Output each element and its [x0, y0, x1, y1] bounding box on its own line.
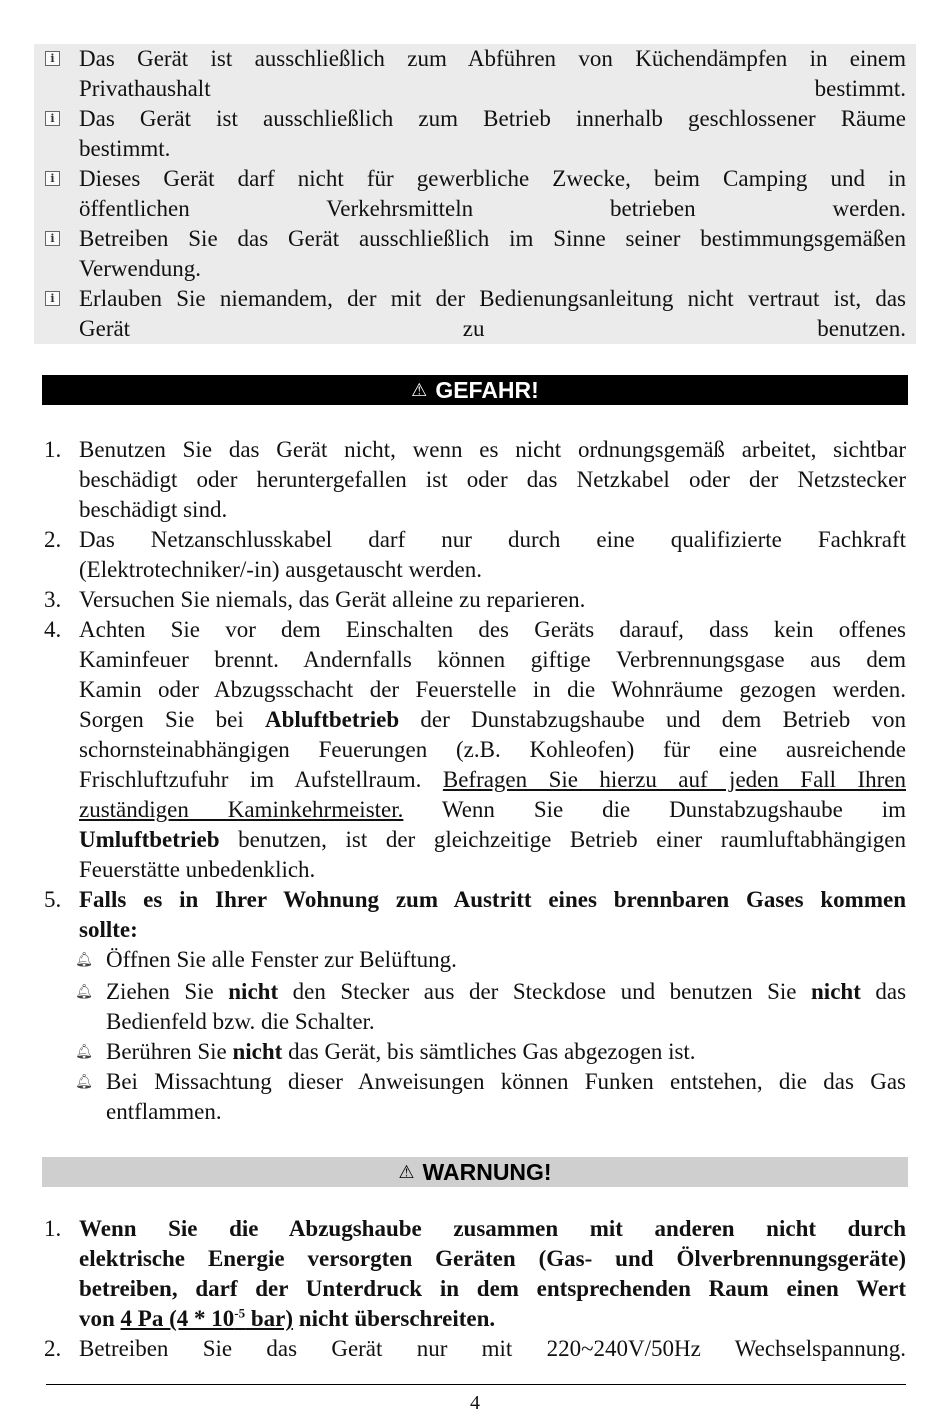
text-line: Wenn Sie die Abzugshaube zusammen mit anderen nicht durch [79, 1216, 906, 1241]
text-line: beschädigt sind. [79, 497, 228, 522]
info-icon: i [45, 111, 60, 126]
text-line: Kaminfeuer brennt. Andernfalls können giftige Verbrennungsgase aus dem [79, 647, 906, 672]
text-line: Das Netzanschlusskabel darf nur durch eine qualifizierte Fachkraft [79, 527, 906, 552]
text-run: Frischluftzufuhr im Aufstellraum. [79, 767, 422, 792]
bell-icon: 🔔︎ [75, 952, 93, 968]
bold-term: nicht [228, 979, 279, 1004]
text-line: Erlauben Sie niemandem, der mit der Bedienungsanleitung nicht vertraut ist, das [79, 286, 906, 311]
warning-item [79, 1214, 906, 1334]
text-line: Kamin oder Abzugsschacht der Feuerstelle in die Wohnräume gezogen werden. [79, 677, 906, 702]
list-number: 1. [44, 1216, 62, 1241]
text-line: Gerät zu benutzen. [79, 316, 906, 341]
bold-term: nicht [232, 1039, 283, 1064]
list-number: 1. [44, 437, 62, 462]
bold-term: Umluftbetrieb [79, 827, 220, 852]
text-line [79, 1304, 906, 1334]
underlined-text: Befragen Sie hierzu auf jeden Fall Ihren [442, 767, 907, 792]
warning-item [79, 1334, 906, 1364]
info-text [79, 104, 906, 164]
info-text [79, 44, 906, 104]
footer-divider [46, 1384, 906, 1385]
danger-item [79, 435, 906, 525]
text-line: Feuerstätte unbedenklich. [79, 857, 316, 882]
danger-item [79, 585, 906, 615]
text-line: Dieses Gerät darf nicht für gewerbliche Zwecke, beim Camping und in [79, 166, 906, 191]
info-icon: i [45, 171, 60, 186]
danger-item [79, 525, 906, 585]
text-line: Achten Sie vor dem Einschalten des Geräts darauf, dass kein offenes [79, 617, 906, 642]
text-line: Das Gerät ist ausschließlich zum Abführen von Küchendämpfen in einem [79, 46, 906, 71]
superscript: -5 [234, 1305, 246, 1321]
text-run: Wenn Sie die Dunstabzugshaube im [441, 797, 906, 822]
danger-item [79, 885, 906, 945]
bell-icon: 🔔︎ [75, 984, 93, 1000]
text-line: elektrische Energie versorgten Geräten (Gas- und Ölverbrennungsgeräte) [79, 1246, 906, 1271]
text-line [79, 795, 906, 825]
text-line: bestimmt. [79, 136, 171, 161]
bold-term: nicht [811, 979, 861, 1004]
warning-banner [42, 1157, 908, 1187]
page-number: 4 [470, 1392, 480, 1414]
list-number: 4. [44, 617, 62, 642]
bold-term: Abluftbetrieb [264, 707, 400, 732]
text-line: entflammen. [106, 1099, 222, 1124]
list-number: 3. [44, 587, 62, 612]
text-line: Öffnen Sie alle Fenster zur Belüftung. [106, 947, 457, 972]
warning-triangle-icon: ⚠ [411, 379, 428, 401]
sub-item [106, 945, 906, 975]
text-line: Bedienfeld bzw. die Schalter. [106, 1009, 375, 1034]
text-run: bar) [245, 1306, 294, 1331]
text-line [79, 825, 906, 855]
text-line: Falls es in Ihrer Wohnung zum Austritt eines brennbaren Gases kommen [79, 887, 906, 912]
text-run: Berühren Sie [106, 1039, 227, 1064]
info-text [79, 164, 906, 224]
text-run: nicht überschreiten. [298, 1306, 496, 1331]
text-line [79, 765, 906, 795]
text-line: öffentlichen Verkehrsmitteln betrieben werden. [79, 196, 906, 221]
text-line: schornsteinabhängigen Feuerungen (z.B. Kohleofen) für eine ausreichende [79, 737, 906, 762]
text-run: Ziehen Sie [106, 979, 214, 1004]
text-run: den Stecker aus der Steckdose und benutzen Sie [292, 979, 797, 1004]
text-run: benutzen, ist der gleichzeitige Betrieb einer raumluftabhängigen [238, 827, 907, 852]
info-text [79, 224, 906, 284]
info-text [79, 284, 906, 344]
text-line: Bei Missachtung dieser Anweisungen können Funken entstehen, die das Gas [106, 1069, 906, 1094]
list-number: 5. [44, 887, 62, 912]
text-line: sollte: [79, 917, 138, 942]
list-number: 2. [44, 1336, 62, 1361]
text-line: Privathaushalt bestimmt. [79, 76, 906, 101]
sub-item [106, 977, 906, 1037]
text-run: Sorgen Sie bei [79, 707, 244, 732]
text-line: Betreiben Sie das Gerät nur mit 220~240V/50Hz Wechselspannung. [79, 1336, 906, 1361]
bell-icon: 🔔︎ [75, 1074, 93, 1090]
list-number: 2. [44, 527, 62, 552]
danger-banner [42, 375, 908, 405]
underlined-text [121, 1306, 293, 1331]
text-line [106, 977, 906, 1007]
text-line: beschädigt oder heruntergefallen ist oder das Netzkabel oder der Netzstecker [79, 467, 906, 492]
danger-item [79, 615, 906, 885]
text-run: das Gerät, bis sämtliches Gas abgezogen ist. [288, 1039, 696, 1064]
warning-title: WARNUNG! [422, 1158, 552, 1185]
text-line: betreiben, darf der Unterdruck in dem entsprechenden Raum einen Wert [79, 1276, 906, 1301]
text-line [79, 705, 906, 735]
text-line [106, 1037, 906, 1067]
text-line: Benutzen Sie das Gerät nicht, wenn es nicht ordnungsgemäß arbeitet, sichtbar [79, 437, 906, 462]
info-icon: i [45, 231, 60, 246]
info-icon: i [45, 51, 60, 66]
text-run: von [79, 1306, 115, 1331]
text-line: Verwendung. [79, 256, 201, 281]
sub-item [106, 1037, 906, 1067]
danger-title: GEFAHR! [435, 376, 539, 403]
text-line: Betreiben Sie das Gerät ausschließlich im Sinne seiner bestimmungsgemäßen [79, 226, 906, 251]
text-run: 4 Pa (4 * 10 [120, 1306, 235, 1331]
text-run: das [875, 979, 907, 1004]
text-line: Das Gerät ist ausschließlich zum Betrieb innerhalb geschlossener Räume [79, 106, 906, 131]
bell-icon: 🔔︎ [75, 1044, 93, 1060]
text-line: Versuchen Sie niemals, das Gerät alleine zu reparieren. [79, 587, 586, 612]
underlined-text: zuständigen Kaminkehrmeister. [79, 797, 404, 822]
warning-triangle-icon: ⚠ [398, 1161, 415, 1183]
text-line: (Elektrotechniker/-in) ausgetauscht werden. [79, 557, 482, 582]
sub-item [106, 1067, 906, 1127]
info-icon: i [45, 291, 60, 306]
text-run: der Dunstabzugshaube und dem Betrieb von [420, 707, 907, 732]
